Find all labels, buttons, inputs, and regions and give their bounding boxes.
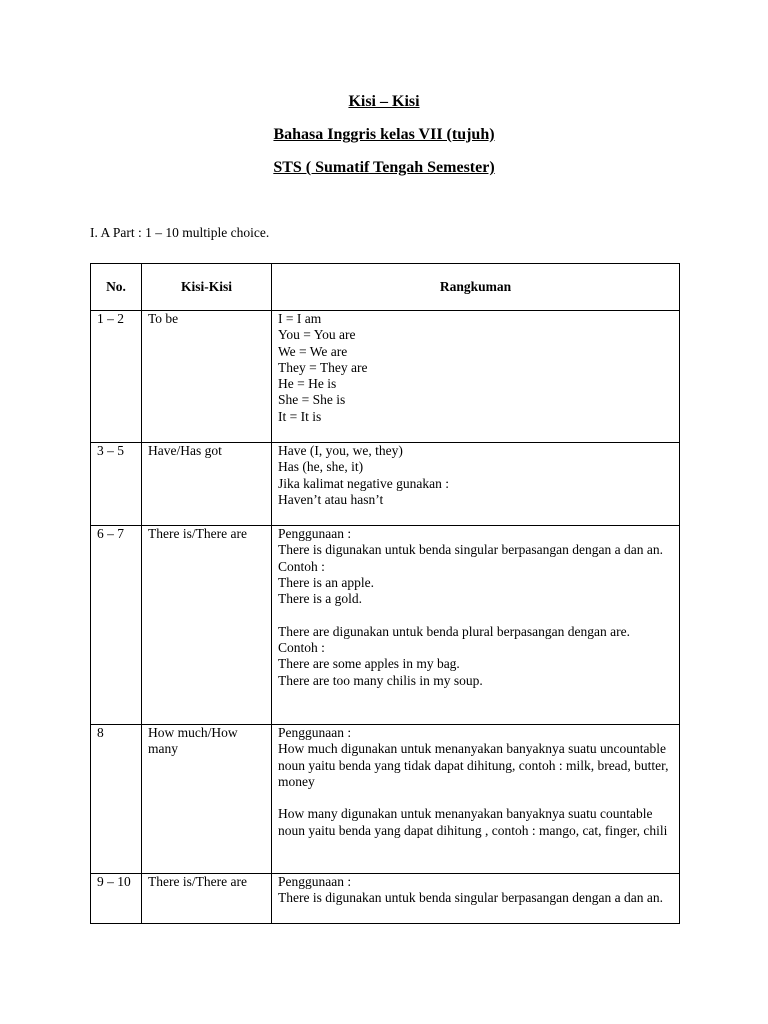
blank-line xyxy=(278,607,673,623)
rangkuman-line: There are digunakan untuk benda plural berpasangan dengan are. xyxy=(278,623,630,639)
rangkuman-line: You = You are xyxy=(278,327,356,343)
rangkuman-line: I = I am xyxy=(278,311,322,326)
rangkuman-line: There is digunakan untuk benda singular berpasangan dengan a dan an. xyxy=(278,890,663,906)
cell-no: 8 xyxy=(91,725,142,874)
rangkuman-line: They = They are xyxy=(278,359,368,375)
cell-no: 9 – 10 xyxy=(91,874,142,924)
rangkuman-line: Jika kalimat negative gunakan : xyxy=(278,475,449,491)
cell-no: 3 – 5 xyxy=(91,443,142,526)
rangkuman-line: He = He is xyxy=(278,376,337,392)
table-row xyxy=(91,443,680,526)
cell-no: 6 – 7 xyxy=(91,526,142,725)
cell-kisi: There is/There are xyxy=(142,874,272,924)
header-kisi: Kisi-Kisi xyxy=(142,264,272,311)
cell-rangkuman xyxy=(272,311,680,443)
title-exam: STS ( Sumatif Tengah Semester) xyxy=(273,159,495,176)
rangkuman-line: There is digunakan untuk benda singular berpasangan dengan a dan an. xyxy=(278,542,663,558)
cell-rangkuman xyxy=(272,443,680,526)
rangkuman-line: There is a gold. xyxy=(278,591,362,607)
cell-rangkuman xyxy=(272,526,680,725)
cell-rangkuman xyxy=(272,874,680,924)
rangkuman-line: Penggunaan : xyxy=(278,526,352,541)
table-row xyxy=(91,874,680,924)
part-label: I. A Part : 1 – 10 multiple choice. xyxy=(90,225,270,240)
blank-line xyxy=(278,790,673,806)
cell-kisi: There is/There are xyxy=(142,526,272,725)
header-no: No. xyxy=(91,264,142,311)
header-rangkuman: Rangkuman xyxy=(272,264,680,311)
kisi-table xyxy=(90,263,680,924)
cell-kisi: How much/How many xyxy=(142,725,272,874)
rangkuman-line: There are too many chilis in my soup. xyxy=(278,672,483,688)
rangkuman-line: How much digunakan untuk menanyakan banyaknya suatu uncountable noun yaitu benda yang tidak dapat dihitung, contoh : milk, bread, butter, money xyxy=(278,741,672,789)
cell-kisi: To be xyxy=(142,311,272,443)
table-row xyxy=(91,526,680,725)
rangkuman-line: Haven’t atau hasn’t xyxy=(278,491,384,507)
rangkuman-line: Has (he, she, it) xyxy=(278,459,364,475)
rangkuman-line: We = We are xyxy=(278,343,348,359)
rangkuman-line: Penggunaan : xyxy=(278,874,352,889)
table-row xyxy=(91,311,680,443)
cell-no: 1 – 2 xyxy=(91,311,142,443)
rangkuman-line: How many digunakan untuk menanyakan banyaknya suatu countable noun yaitu benda yang dapat dihitung , contoh : mango, cat, finger, chili xyxy=(278,806,668,838)
cell-rangkuman xyxy=(272,725,680,874)
rangkuman-line: Penggunaan : xyxy=(278,725,352,740)
rangkuman-line: There is an apple. xyxy=(278,574,374,590)
cell-kisi: Have/Has got xyxy=(142,443,272,526)
table-row xyxy=(91,725,680,874)
rangkuman-line: Have (I, you, we, they) xyxy=(278,443,403,458)
rangkuman-line: She = She is xyxy=(278,392,346,408)
rangkuman-line: There are some apples in my bag. xyxy=(278,656,460,672)
rangkuman-line: Contoh : xyxy=(278,558,325,574)
document-titles xyxy=(0,94,768,193)
title-subject: Bahasa Inggris kelas VII (tujuh) xyxy=(273,126,495,143)
title-kisi: Kisi – Kisi xyxy=(348,93,420,110)
rangkuman-line: Contoh : xyxy=(278,640,325,656)
table-header-row xyxy=(91,264,680,311)
rangkuman-line: It = It is xyxy=(278,408,322,424)
